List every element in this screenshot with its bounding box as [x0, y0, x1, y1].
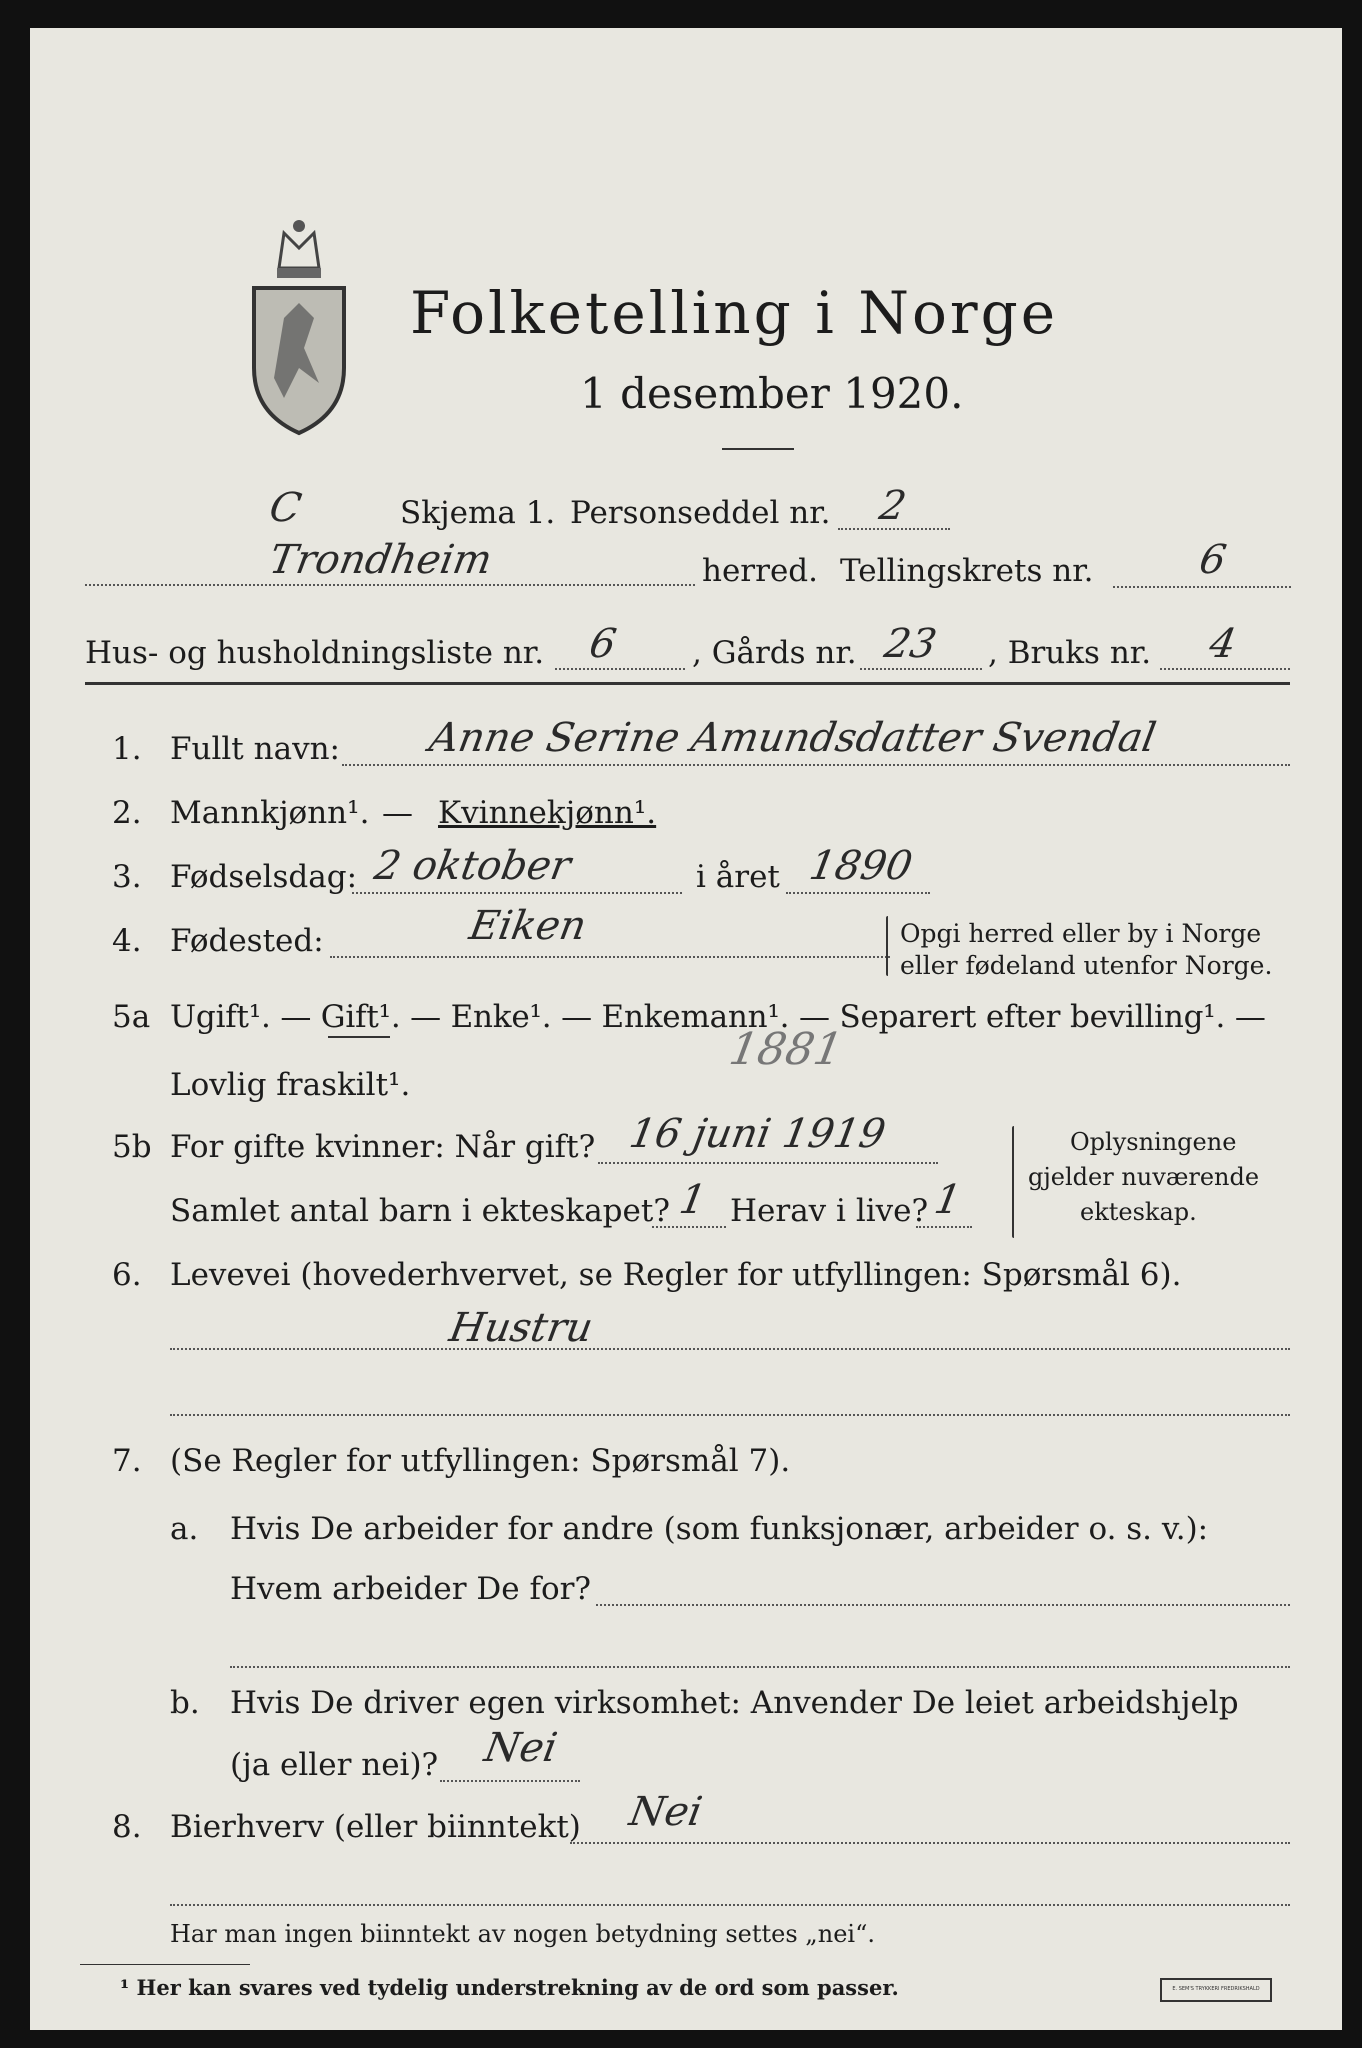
q8-value: Nei: [625, 1789, 706, 1835]
q7-label: (Se Regler for utfyllingen: Spørsmål 7).: [170, 1443, 791, 1479]
census-form-sheet: [30, 28, 1342, 2030]
q1-number: 1.: [112, 731, 142, 767]
q3-value: 2 oktober: [370, 843, 575, 889]
personseddel-value: 2: [875, 483, 910, 529]
form-date: 1 desember 1920.: [580, 369, 964, 418]
q5b-married-label: For gifte kvinner: Når gift?: [170, 1129, 596, 1165]
tellingskrets-label: Tellingskrets nr.: [840, 553, 1094, 589]
q6-label: Levevei (hovederhvervet, se Regler for utfyllingen: Spørsmål 6).: [170, 1257, 1182, 1293]
personseddel-label: Personseddel nr.: [570, 495, 831, 531]
q7a-line2: Hvem arbeider De for?: [230, 1571, 592, 1607]
q5a-gift-underline: [328, 1036, 390, 1038]
bruks-line: [1160, 668, 1290, 670]
header-rule: [85, 682, 1290, 685]
bruks-label: , Bruks nr.: [988, 635, 1152, 671]
q4-note-bracket: [886, 916, 888, 976]
q7b-value: Nei: [480, 1725, 561, 1771]
q5b-married-line: [598, 1162, 938, 1164]
q7b-line2: (ja eller nei)?: [230, 1747, 439, 1783]
q2-male: Mannkjønn¹.: [170, 795, 370, 831]
q3-number: 3.: [112, 859, 142, 895]
q5b-children-label: Samlet antal barn i ekteskapet?: [170, 1193, 670, 1229]
q3-line: [352, 892, 682, 894]
q5b-alive-value: 1: [930, 1177, 965, 1223]
footnote: ¹ Her kan svares ved tydelig understrekning av de ord som passer.: [120, 1975, 899, 2000]
q4-number: 4.: [112, 923, 142, 959]
form-title: Folketelling i Norge: [410, 279, 1059, 347]
q1-line: [342, 764, 1290, 766]
q6-value: Hustru: [445, 1305, 597, 1351]
herred-line: [85, 584, 695, 586]
q1-label: Fullt navn:: [170, 731, 340, 767]
q5b-note-bracket: [1012, 1126, 1014, 1238]
q5a-fraskilt: Lovlig fraskilt¹.: [170, 1067, 411, 1103]
q5b-children-line: [652, 1226, 726, 1228]
q4-label: Fødested:: [170, 923, 324, 959]
q4-line: [330, 956, 890, 958]
norwegian-coat-of-arms-icon: [244, 208, 354, 438]
q3-label: Fødselsdag:: [170, 859, 358, 895]
footnote-rule: [80, 1964, 250, 1965]
q5b-number: 5b: [112, 1129, 152, 1165]
bruks-value: 4: [1205, 621, 1240, 667]
q5b-note-line2: gjelder nuværende: [1028, 1163, 1260, 1191]
q7a-letter: a.: [170, 1511, 199, 1547]
q3-year-label: i året: [696, 859, 780, 895]
husholdningsliste-value: 6: [585, 621, 620, 667]
herred-value: Trondheim: [265, 537, 496, 583]
q6-line2: [170, 1414, 1290, 1416]
q5a-options: Ugift¹. — Gift¹. — Enke¹. — Enkemann¹. — Separert efter bevilling¹. —: [170, 999, 1266, 1035]
q7a-line1: Hvis De arbeider for andre (som funksjonær, arbeider o. s. v.):: [230, 1511, 1209, 1547]
tellingskrets-line: [1113, 586, 1291, 588]
q4-note-line2: eller fødeland utenfor Norge.: [900, 951, 1273, 980]
q6-number: 6.: [112, 1257, 142, 1293]
q7-number: 7.: [112, 1443, 142, 1479]
q7a-line-extra: [230, 1666, 1290, 1668]
q7a-line: [596, 1604, 1290, 1606]
q8-number: 8.: [112, 1809, 142, 1845]
q5a-pencil-note: 1881: [725, 1024, 847, 1075]
q5b-alive-line: [916, 1226, 972, 1228]
herred-label: herred.: [702, 553, 818, 589]
q8-label: Bierhverv (eller biinntekt): [170, 1809, 581, 1845]
margin-mark: C: [265, 485, 305, 531]
footer-note: Har man ingen biinntekt av nogen betydning settes „nei“.: [170, 1920, 875, 1948]
title-divider: [722, 448, 794, 450]
q5b-note-line1: Oplysningene: [1070, 1128, 1237, 1156]
tellingskrets-value: 6: [1195, 537, 1230, 583]
gards-line: [860, 668, 982, 670]
q6-line1: [170, 1348, 1290, 1350]
q2-female: Kvinnekjønn¹.: [438, 795, 657, 831]
q4-value: Eiken: [465, 903, 590, 949]
q5b-note-line3: ekteskap.: [1080, 1198, 1197, 1226]
q5b-children-value: 1: [675, 1177, 710, 1223]
q7b-letter: b.: [170, 1685, 200, 1721]
husholdningsliste-label: Hus- og husholdningsliste nr.: [85, 635, 545, 671]
gards-value: 23: [880, 621, 940, 667]
gards-label: , Gårds nr.: [692, 635, 857, 671]
q4-note-line1: Opgi herred eller by i Norge: [900, 919, 1262, 948]
q3-year-value: 1890: [805, 843, 916, 889]
q5b-married-value: 16 juni 1919: [625, 1111, 889, 1157]
q7b-line: [440, 1780, 580, 1782]
q5b-alive-label: Herav i live?: [730, 1193, 929, 1229]
q8-line: [570, 1842, 1290, 1844]
q7b-line1: Hvis De driver egen virksomhet: Anvender De leiet arbeidshjelp: [230, 1685, 1239, 1721]
q8-line-extra: [170, 1904, 1290, 1906]
printer-mark: [1160, 1978, 1272, 2002]
q1-value: Anne Serine Amundsdatter Svendal: [425, 715, 1160, 761]
q2-dash: —: [382, 795, 413, 831]
q2-number: 2.: [112, 795, 142, 831]
q3-year-line: [786, 892, 930, 894]
q5a-number: 5a: [112, 999, 151, 1035]
husholdningsliste-line: [555, 668, 685, 670]
printer-text: E. SEM'S TRYKKERI FREDRIKSHALD: [1172, 1986, 1260, 1993]
schema-label: Skjema 1.: [400, 495, 556, 531]
